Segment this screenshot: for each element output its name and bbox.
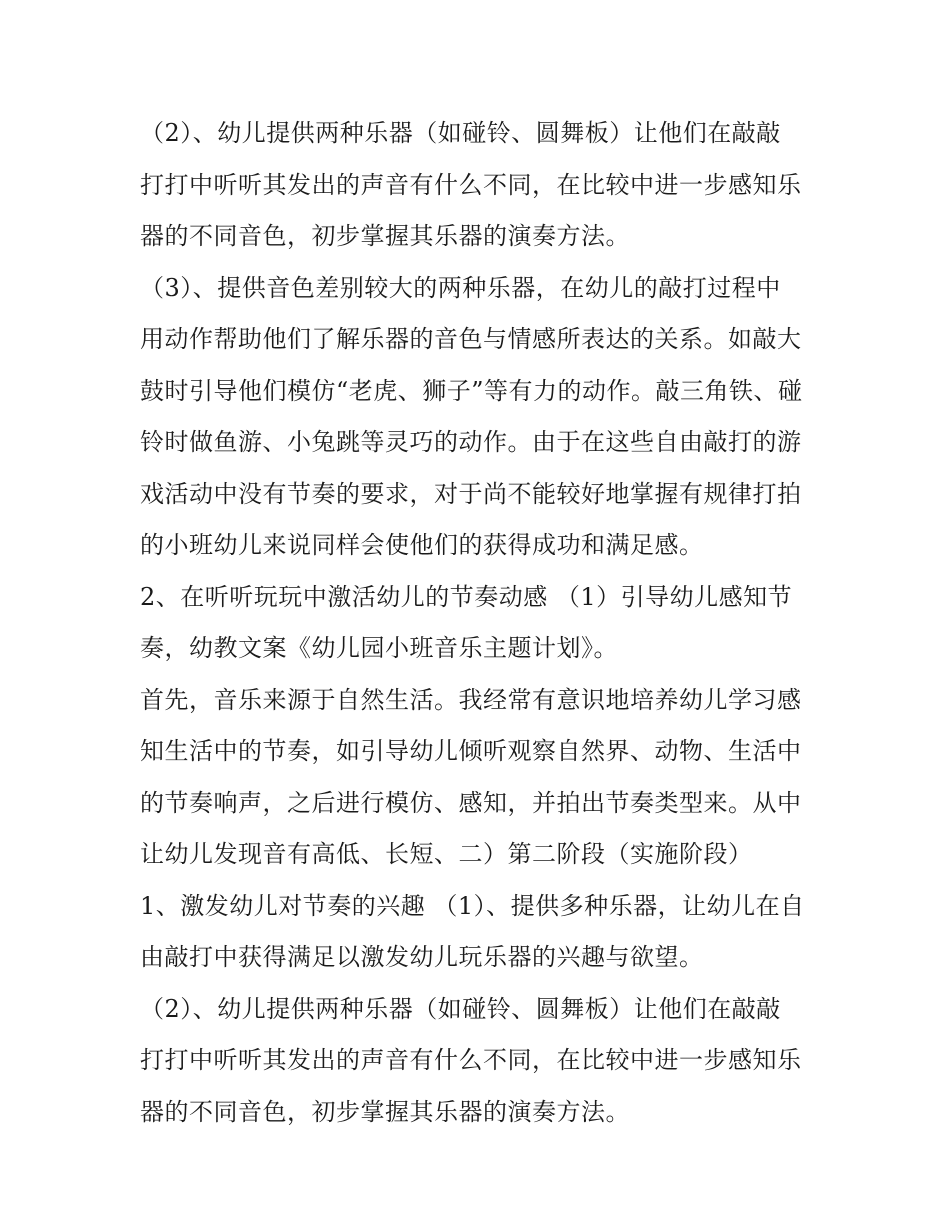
paragraph-6: [140, 984, 820, 1139]
paragraph-2: [140, 263, 820, 572]
text-line: 让幼儿发现音有高低、长短、二）第二阶段（实施阶段）: [140, 840, 753, 868]
text-line: 打打中听听其发出的声音有什么不同，在比较中进一步感知乐: [140, 170, 802, 199]
text-line: 1、激发幼儿对节奏的兴趣 （1）、提供多种乐器，让幼儿在自: [140, 891, 805, 920]
text-line: 由敲打中获得满足以激发幼儿玩乐器的兴趣与欲望。: [140, 943, 704, 971]
text-line: （3）、提供音色差别较大的两种乐器，在幼儿的敲打过程中: [140, 273, 781, 302]
text-line: 的节奏响声，之后进行模仿、感知，并拍出节奏类型来。从中: [140, 788, 802, 817]
paragraph-4: [140, 675, 820, 881]
paragraph-1: [140, 108, 820, 263]
text-line: 铃时做鱼游、小兔跳等灵巧的动作。由于在这些自由敲打的游: [140, 428, 802, 456]
text-line: 奏，幼教文案《幼儿园小班音乐主题计划》。: [140, 634, 618, 662]
body-text: [140, 108, 820, 1138]
paragraph-5: [140, 881, 820, 984]
text-line: 2、在听听玩玩中激活幼儿的节奏动感 （1）引导幼儿感知节: [140, 582, 793, 611]
text-line: 器的不同音色，初步掌握其乐器的演奏方法。: [140, 222, 630, 250]
text-line: 的小班幼儿来说同样会使他们的获得成功和满足感。: [140, 531, 704, 559]
text-line: （2）、幼儿提供两种乐器（如碰铃、圆舞板）让他们在敲敲: [140, 994, 781, 1023]
text-line: 首先，音乐来源于自然生活。我经常有意识地培养幼儿学习感: [140, 685, 802, 714]
text-line: 戏活动中没有节奏的要求，对于尚不能较好地掌握有规律打拍: [140, 479, 802, 508]
text-line: 鼓时引导他们模仿“老虎、狮子”等有力的动作。敲三角铁、碰: [140, 376, 803, 405]
text-line: （2）、幼儿提供两种乐器（如碰铃、圆舞板）让他们在敲敲: [140, 119, 781, 147]
text-line: 用动作帮助他们了解乐器的音色与情感所表达的关系。如敲大: [140, 325, 802, 353]
text-line: 器的不同音色，初步掌握其乐器的演奏方法。: [140, 1097, 630, 1126]
text-line: 打打中听听其发出的声音有什么不同，在比较中进一步感知乐: [140, 1046, 802, 1074]
paragraph-3: [140, 572, 820, 675]
text-line: 知生活中的节奏，如引导幼儿倾听观察自然界、动物、生活中: [140, 737, 802, 765]
